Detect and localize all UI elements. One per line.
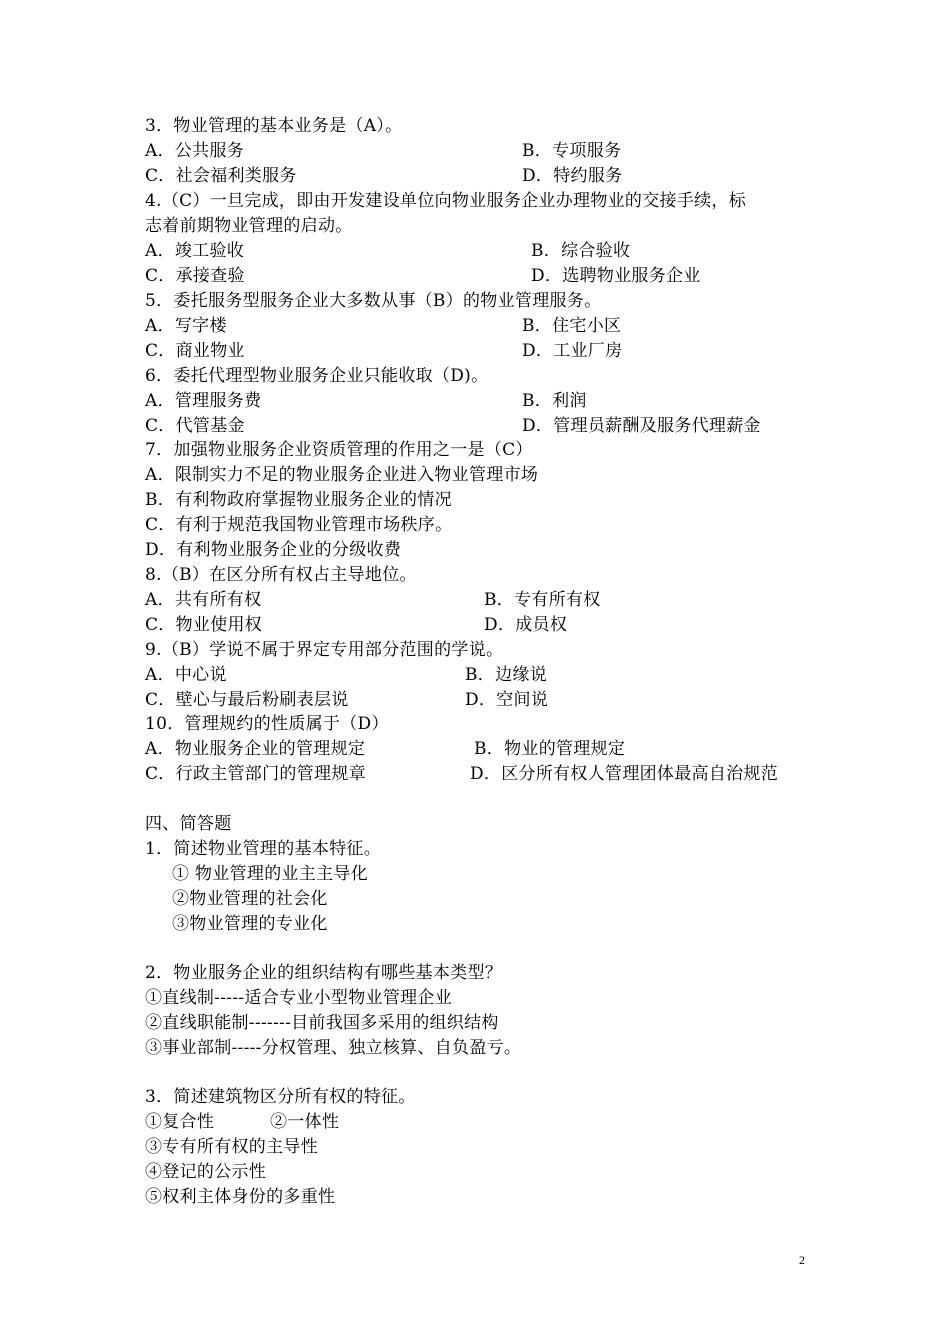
question-8-option-c: C．物业使用权 [145, 615, 263, 635]
question-6-stem: 6．委托代理型物业服务企业只能收取（D)。 [145, 366, 489, 386]
question-6-option-c: C．代管基金 [145, 416, 245, 436]
question-4-stem-line2: 志着前期物业管理的启动。 [145, 216, 353, 236]
question-7-option-a: A．限制实力不足的物业服务企业进入物业管理市场 [145, 465, 539, 485]
question-3-option-b: B．专项服务 [522, 141, 622, 161]
short-answer-3-item-5: ⑤权利主体身份的多重性 [145, 1187, 336, 1207]
question-10-option-b: B．物业的管理规定 [474, 739, 626, 759]
short-answer-1-item-1: ① 物业管理的业主主导化 [172, 864, 369, 884]
question-8-stem: 8.（B）在区分所有权占主导地位。 [145, 565, 417, 585]
question-3-option-d: D．特约服务 [522, 166, 623, 186]
short-answer-1-item-2: ②物业管理的社会化 [172, 889, 328, 909]
question-4-stem-line1: 4.（C）一旦完成，即由开发建设单位向物业服务企业办理物业的交接手续，标 [145, 191, 747, 211]
question-5-stem: 5．委托服务型服务企业大多数从事（B）的物业管理服务。 [145, 291, 602, 311]
page-number: 2 [799, 1253, 805, 1267]
short-answer-2-item-2: ②直线职能制-------目前我国多采用的组织结构 [145, 1013, 499, 1033]
question-6-option-d: D．管理员薪酬及服务代理薪金 [522, 416, 761, 436]
question-9-option-d: D．空间说 [465, 690, 549, 710]
question-8-option-a: A．共有所有权 [145, 590, 262, 610]
question-5-option-d: D．工业厂房 [522, 341, 623, 361]
question-7-stem: 7．加强物业服务企业资质管理的作用之一是（C） [145, 440, 533, 460]
question-4-option-d: D．选聘物业服务企业 [531, 266, 701, 286]
question-10-stem: 10．管理规约的性质属于（D） [145, 714, 389, 734]
question-7-option-d: D．有利物业服务企业的分级收费 [145, 540, 402, 560]
short-answer-3-item-3: ③专有所有权的主导性 [145, 1137, 318, 1157]
question-10-option-d: D．区分所有权人管理团体最高自治规范 [470, 764, 779, 784]
short-question-1: 1．简述物业管理的基本特征。 [145, 839, 382, 859]
question-8-option-d: D．成员权 [484, 615, 568, 635]
short-answer-3-item-4: ④登记的公示性 [145, 1162, 267, 1182]
question-3-stem: 3．物业管理的基本业务是（A）。 [145, 116, 403, 136]
question-9-option-a: A．中心说 [145, 665, 227, 685]
question-8-option-b: B．专有所有权 [484, 590, 601, 610]
question-10-option-a: A．物业服务企业的管理规定 [145, 739, 366, 759]
question-10-option-c: C．行政主管部门的管理规章 [145, 764, 366, 784]
short-question-3: 3．简述建筑物区分所有权的特征。 [145, 1087, 416, 1107]
question-4-option-a: A．竣工验收 [145, 241, 245, 261]
question-9-stem: 9.（B）学说不属于界定专用部分范围的学说。 [145, 640, 504, 660]
question-7-option-b: B．有利物政府掌握物业服务企业的情况 [145, 490, 452, 510]
short-answer-1-item-3: ③物业管理的专业化 [172, 914, 328, 934]
question-9-option-b: B．边缘说 [465, 665, 547, 685]
question-7-option-c: C．有利于规范我国物业管理市场秩序。 [145, 515, 453, 535]
short-answer-3-item-2: ②一体性 [270, 1112, 340, 1132]
short-answer-2-item-1: ①直线制-----适合专业小型物业管理企业 [145, 988, 453, 1008]
question-6-option-b: B．利润 [522, 391, 587, 411]
question-6-option-a: A．管理服务费 [145, 391, 262, 411]
short-answer-2-item-3: ③事业部制-----分权管理、独立核算、自负盈亏。 [145, 1038, 522, 1058]
question-5-option-c: C．商业物业 [145, 341, 245, 361]
question-5-option-a: A．写字楼 [145, 316, 227, 336]
short-question-2: 2．物业服务企业的组织结构有哪些基本类型？ [145, 963, 503, 983]
question-3-option-a: A．公共服务 [145, 141, 245, 161]
question-4-option-c: C．承接查验 [145, 266, 245, 286]
short-answer-3-item-1: ①复合性 [145, 1112, 215, 1132]
section-heading: 四、简答题 [145, 814, 232, 834]
question-4-option-b: B．综合验收 [531, 241, 631, 261]
question-3-option-c: C．社会福利类服务 [145, 166, 297, 186]
question-9-option-c: C．壁心与最后粉刷表层说 [145, 690, 349, 710]
question-5-option-b: B．住宅小区 [522, 316, 622, 336]
